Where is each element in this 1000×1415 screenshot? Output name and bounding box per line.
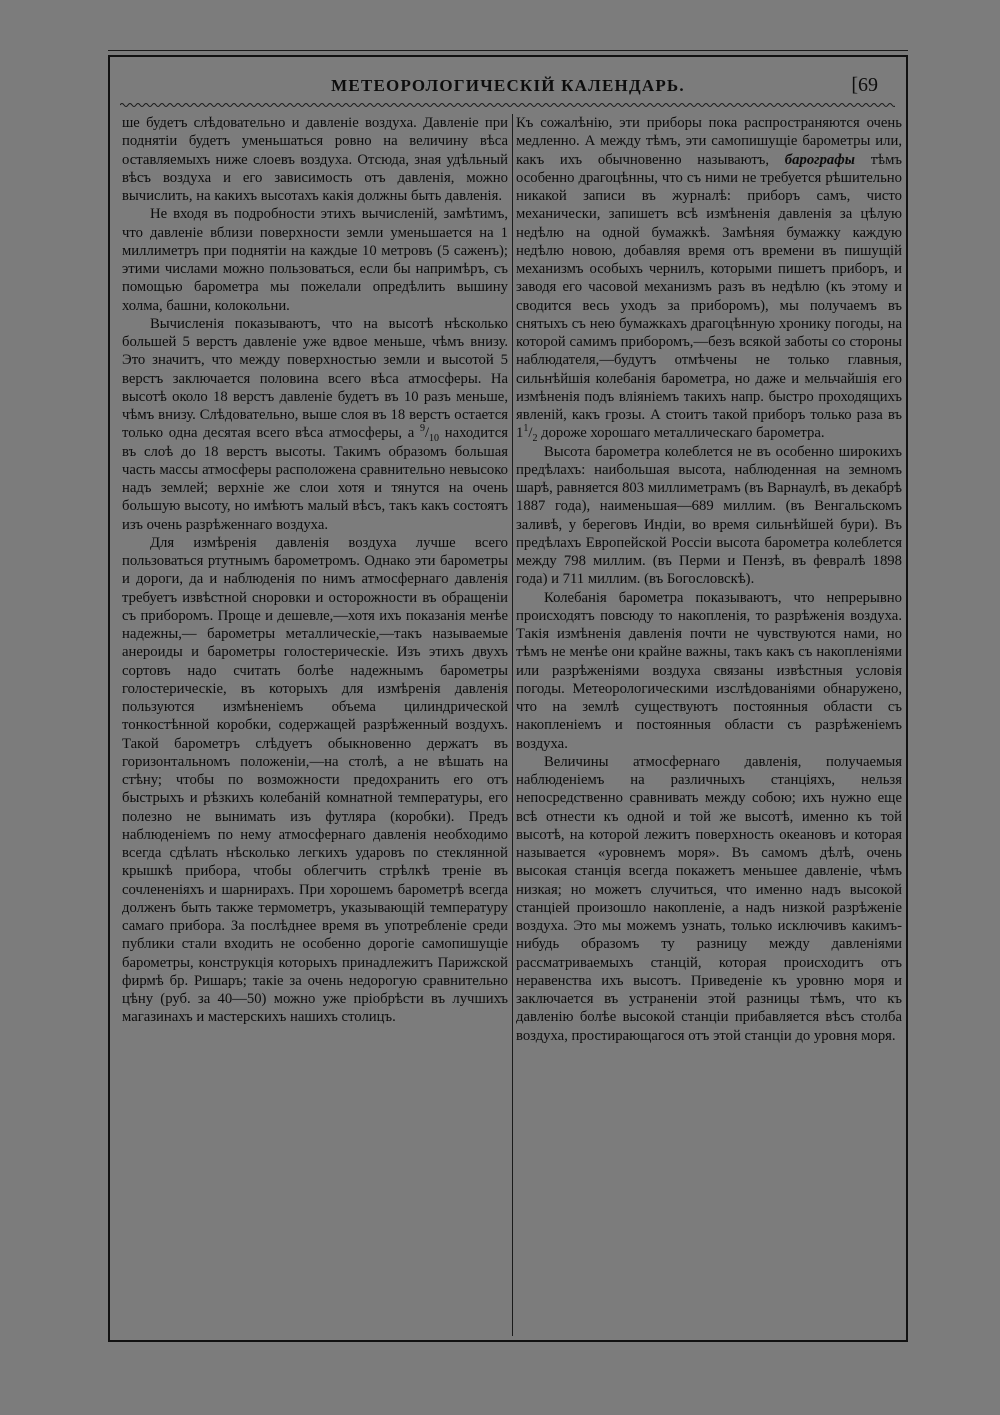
paragraph: Величины атмосфернаго давленія, получаемыя наблюденіемъ на различныхъ станціяхъ, нельзя непосредственно сравнивать между собою; ихъ нужно еще всѣ отнести къ одной и той же высотѣ, именно къ той высотѣ, на которой лежитъ поверхность океановъ и которая называется «уровнемъ моря». Въ самомъ дѣлѣ, очень высокая станція всегда покажетъ меньшее давленіе, чѣмъ низкая; но можетъ случиться, что именно надъ высокой станціей произошло накопленіе, а надъ низкой разрѣженіе воздуха. Это мы можемъ узнать, только исключивъ какимъ-нибудь образомъ ту разницу между давленіями рассматриваемыхъ станцій, которая происходитъ отъ неравенства ихъ высотъ. Приведеніе къ уровню моря и заключается въ устраненіи этой разницы тѣмъ, что къ давленію болѣе высокой станціи прибавляется вѣсъ столба воздуха, простирающагося отъ этой станціи до уровня моря. [516, 753, 902, 1044]
paragraph-text: Къ сожалѣнію, эти приборы пока распространяются очень медленно. А между тѣмъ, эти самопишущіе барометры или, какъ ихъ обычновенно называютъ, [516, 115, 902, 168]
column-divider [512, 114, 513, 1336]
top-rule [108, 50, 908, 51]
running-header [110, 72, 906, 102]
paragraph: Высота барометра колеблется не въ особенно широкихъ предѣлахъ: наибольшая высота, наблюденная на земномъ шарѣ, равняется 803 миллиметрамъ (въ Варнаулѣ, въ декабрѣ 1887 года), наименьшая—689 миллим. (въ Венгальскомъ заливѣ, у береговъ Индіи, во время сильнѣйшей бури). Въ предѣлахъ Европейской Россіи высота барометра колеблется между 798 миллим. (въ Перми и Пензѣ, въ февралѣ 1898 года) и 711 миллим. (въ Богословскѣ). [516, 443, 902, 588]
paragraph-text: находится въ слоѣ до 18 верстъ высоты. Такимъ образомъ большая часть массы атмосферы расположена сравнительно невысоко надъ землей; верхніе же слои хотя и тянутся на очень большую высоту, но имѣютъ малый вѣсъ, такъ какъ состоятъ изъ очень разрѣженнаго воздуха. [122, 425, 509, 533]
paragraph: Къ сожалѣнію, эти приборы пока распространяются очень медленно. А между тѣмъ, эти самопишущіе барометры или, какъ ихъ обычновенно называютъ, барографы тѣмъ особенно драгоцѣнны, что съ ними не требуется рѣшительно никакой записи въ журналѣ: приборъ самъ, чисто механически, запишетъ всѣ измѣненія давленія за цѣлую недѣлю на одной бумажкѣ. Замѣняя бумажку каждую недѣлю новою, добавляя время отъ времени въ пишущій механизмъ особыхъ чернилъ, которыми пишетъ приборъ, и заводя его часовой механизмъ разъ въ недѣлю (къ этому и сводится весь уходъ за приборомъ), мы получаемъ въ снятыхъ съ нею бумажкахъ драгоцѣнную хронику погоды, на которой самимъ приборомъ,—безъ всякой заботы со стороны наблюдателя,—будутъ отмѣчены не только главныя, сильнѣйшія колебанія барометра, но даже и мельчайшія его измѣненія подъ вліяніемъ такихъ напр. быстро проходящихъ явленій, какъ грозы. А стоитъ такой приборъ только раза въ $1^1/_2$ дороже хорошаго металлическаго барометра. [516, 115, 903, 445]
page-frame [108, 55, 908, 1342]
page-number: [69 [851, 74, 878, 96]
paragraph: ше будетъ слѣдовательно и давленіе воздуха. Давленіе при поднятіи будетъ уменьшаться ровно на величину вѣса оставляемыхъ ниже слоевъ воздуха. Отсюда, зная удѣльный вѣсъ воздуха и его зависимость отъ давленія, можно вычислить, на какихъ высотахъ какія должны быть давленія. [122, 115, 508, 204]
running-title: МЕТЕОРОЛОГИЧЕСКІЙ КАЛЕНДАРЬ. [331, 76, 685, 95]
left-column [122, 114, 508, 1027]
paragraph-text: дороже хорошаго металлическаго барометра. [541, 425, 825, 442]
fraction-whole: 1 [516, 425, 524, 442]
paragraph: Для измѣренія давленія воздуха лучше всего пользоваться ртутнымъ барометромъ. Однако эти барометры и дороги, да и наблюденія по нимъ атмосфернаго давленія требуетъ извѣстной сноровки и осторожности въ обращеніи съ приборомъ. Проще и дешевле,—хотя ихъ показанія менѣе надежны,— барометры металлическіе,—такъ называемые анероиды и барометры голостерическіе. Изъ этихъ двухъ сортовъ надо считать болѣе надежнымъ барометры голостерическіе, въ которыхъ для измѣренія давленія пользуются измѣненіемъ объема цилиндрической тонкостѣнной коробки, содержащей разрѣженный воздухъ. Такой барометръ слѣдуетъ обыкновенно держатъ въ горизонтальномъ положеніи,—на столѣ, а не вѣшать на стѣну; чтобы по возможности предохранить его отъ быстрыхъ и рѣзкихъ колебаній комнатной температуры, его полезно не вынимать изъ футляра (коробки). Предъ наблюденіемъ по нему атмосфернаго давленія необходимо всегда сдѣлать нѣсколько легкихъ ударовъ по стеклянной крышкѣ прибора, чтобы облегчить стрѣлкѣ треніе въ сочлененіяхъ и шарнирахъ. При хорошемъ барометрѣ всегда долженъ быть также термометръ, указывающій температуру самаго прибора. За послѣднее время въ употребленіе среди публики стали входить не особенно дорогіе самопишущіе барометры, конструкція которыхъ принадлежитъ Парижской фирмѣ бр. Ришаръ; такіе за очень недорогую сравнительно цѣну (руб. за 40—50) можно уже пріобрѣсти въ лучшихъ магазинахъ и мастерскихъ нашихъ столицъ. [122, 534, 508, 1026]
wavy-divider [120, 102, 895, 108]
paragraph-text: Вычисленія показываютъ, что на высотѣ нѣсколько большей 5 верстъ давленіе уже вдвое меньше, чѣмъ внизу. Это значитъ, что между поверхностью земли и высотой 5 верстъ заключается половина всего вѣса атмосферы. На высотѣ около 18 верстъ давленіе будетъ въ 10 разъ меньше, чѣмъ внизу. Слѣдовательно, выше слоя въ 18 верстъ остается только одна десятая всего вѣса атмосферы, а [122, 315, 508, 442]
paragraph-text: тѣмъ особенно драгоцѣнны, что съ ними не требуется рѣшительно никакой записи въ журналѣ: приборъ самъ, чисто механически, запишетъ всѣ измѣненія давленія за цѣлую недѣлю на одной бумажкѣ. Замѣняя бумажку каждую недѣлю новою, добавляя время отъ времени въ пишущій механизмъ особыхъ чернилъ, которыми пишетъ приборъ, и заводя его часовой механизмъ разъ въ недѣлю (къ этому и сводится весь уходъ за приборомъ), мы получаемъ въ снятыхъ съ нею бумажкахъ драгоцѣнную хронику погоды, на которой самимъ приборомъ,—безъ всякой заботы со стороны наблюдателя,—будутъ отмѣчены не только главныя, сильнѣйшія колебанія барометра, но даже и мельчайшія его измѣненія подъ вліяніемъ такихъ напр. быстро проходящихъ явленій, какъ грозы. А стоитъ такой приборъ только раза въ [516, 151, 903, 423]
fraction-numerator: 9 [419, 423, 425, 435]
paragraph: Не входя въ подробности этихъ вычисленій, замѣтимъ, что давленіе вблизи поверхности земли уменьшается на 1 миллиметръ при поднятіи на каждые 10 метровъ (5 саженъ); этими числами можно пользоваться, если бы напримѣръ, съ помощью барометра мы пожелали опредѣлить вышину холма, башни, колокольни. [122, 206, 508, 314]
emphasized-term: барографы [784, 151, 855, 168]
fraction-numerator: 1 [523, 423, 529, 435]
right-column [516, 114, 902, 1045]
paragraph: Вычисленія показываютъ, что на высотѣ нѣсколько большей 5 верстъ давленіе уже вдвое меньше, чѣмъ внизу. Это значитъ, что между поверхностью земли и высотой 5 верстъ заключается половина всего вѣса атмосферы. На высотѣ около 18 верстъ давленіе будетъ въ 10 разъ меньше, чѣмъ внизу. Слѣдовательно, выше слоя въ 18 верстъ остается только одна десятая всего вѣса атмосферы, а $^9/_{10}$ находится въ слоѣ до 18 верстъ высоты. Такимъ образомъ большая часть массы атмосферы расположена сравнительно невысоко надъ землей; верхніе же слои хотя и тянутся на очень большую высоту, но имѣютъ малый вѣсъ, такъ какъ состоятъ изъ очень разрѣженнаго воздуха. [122, 315, 509, 533]
paragraph: Колебанія барометра показываютъ, что непрерывно происходятъ повсюду то накопленія, то разрѣженія воздуха. Такія измѣненія давленія почти не чувствуются нами, но тѣмъ не менѣе они крайне важны, такъ какъ съ накопленіями или разрѣженіями воздуха связаны извѣстныя условія погоды. Метеорологическими изслѣдованіями обнаружено, что на землѣ существуютъ постоянныя области съ накопленіемъ и постоянныя области съ разрѣженіемъ воздуха. [516, 589, 902, 752]
fraction-denominator: 2 [532, 433, 538, 445]
fraction-denominator: 10 [429, 433, 440, 445]
